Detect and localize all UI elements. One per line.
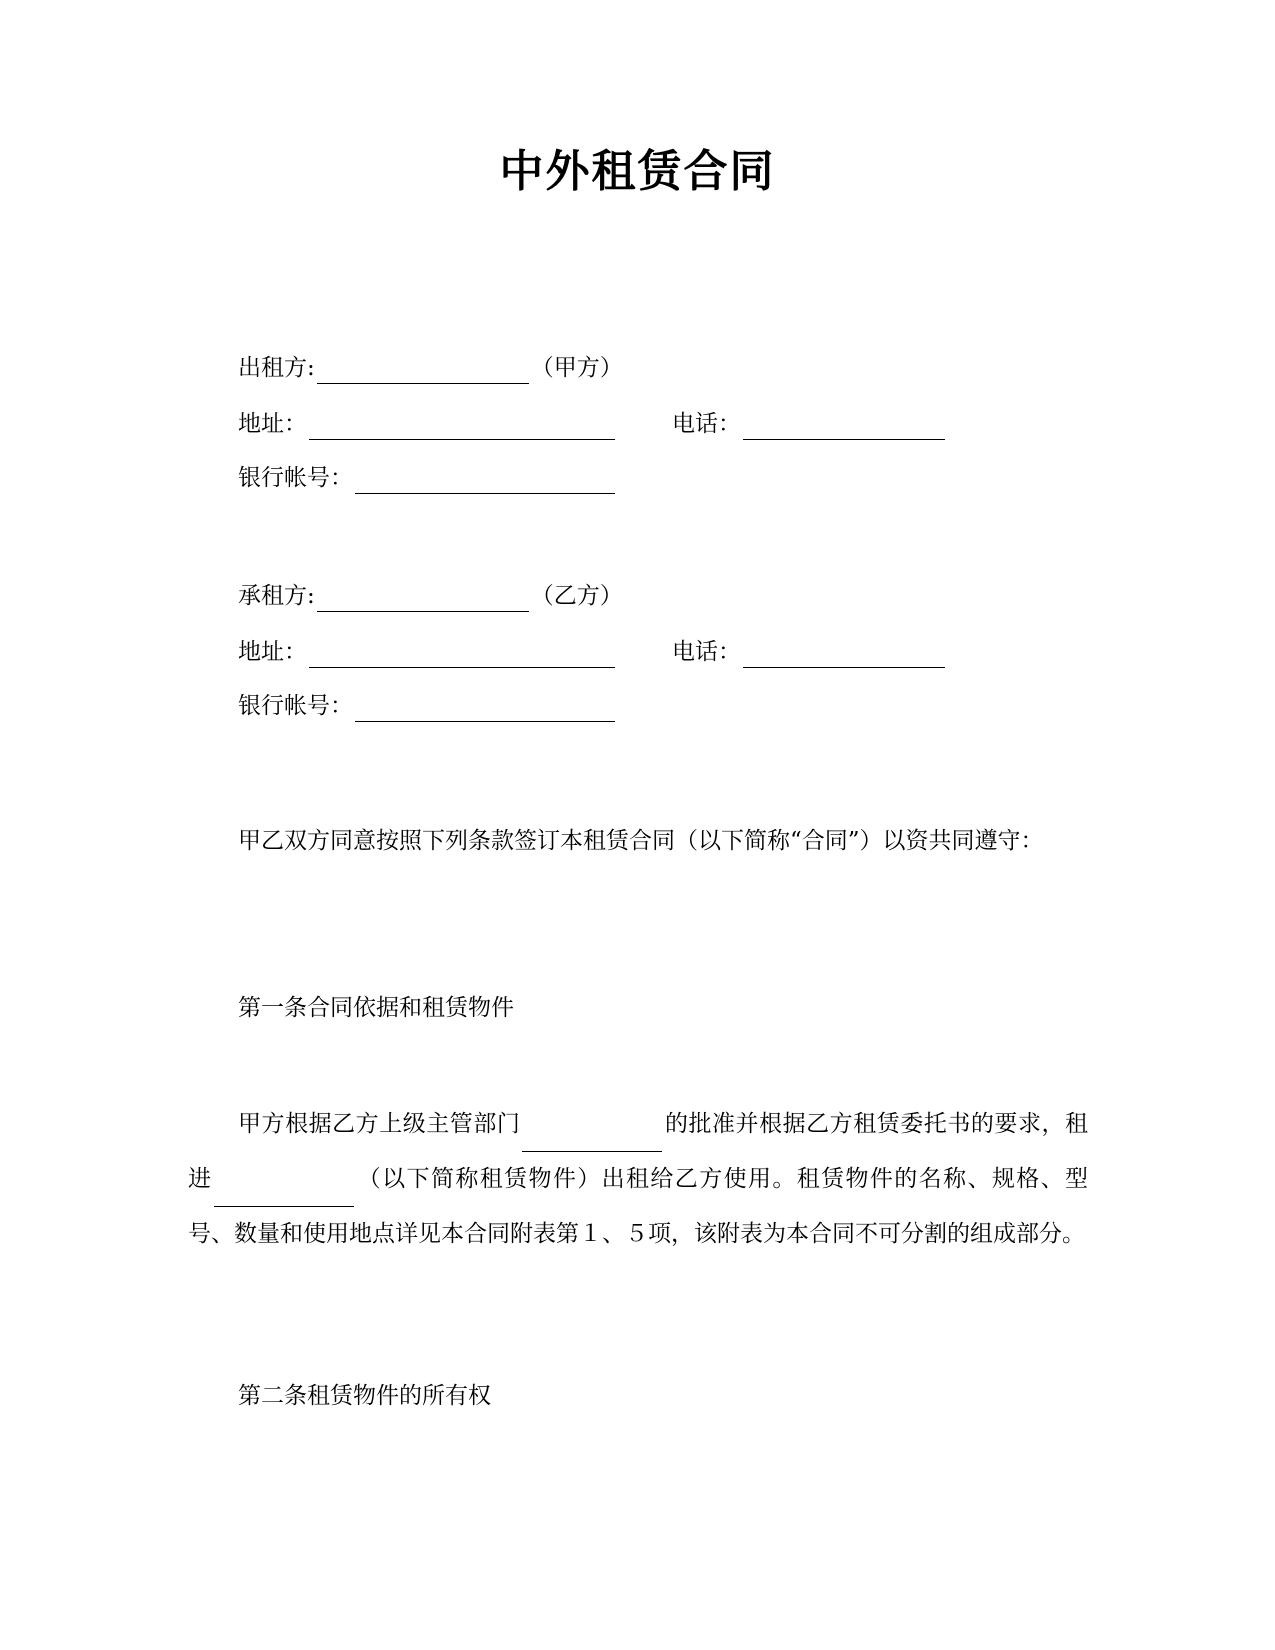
lessor-phone-row — [672, 408, 947, 440]
lessor-name-row — [238, 352, 623, 384]
intro-paragraph — [188, 814, 1088, 869]
lessee-name-row — [238, 580, 623, 612]
lessor-bank-row — [238, 462, 617, 494]
lessee-phone-label: 电话： — [672, 639, 741, 665]
article1-text-part3: （以下简称租赁物件）出租给乙方使用。租赁物件的名称、规格、型号、数量和使用地点详见本合同附表第１、５项，该附表为本合同不可分割的组成部分。 — [188, 1166, 1089, 1247]
lessee-address-row — [238, 636, 617, 668]
article1-heading: 第一条合同依据和租赁物件 — [238, 995, 514, 1021]
lessor-bank-field[interactable] — [355, 467, 615, 494]
lessor-role-label: （甲方） — [530, 355, 623, 381]
lessee-phone-row — [672, 636, 947, 668]
lessee-name-label: 承租方: — [238, 583, 315, 609]
lessor-address-label: 地址： — [238, 411, 307, 437]
intro-text: 甲乙双方同意按照下列条款签订本租赁合同（以下简称“合同”）以资共同遵守： — [238, 828, 1044, 854]
article1-text-part2: 的批准并根据乙方租赁委托书的要求，租进 — [188, 1111, 1089, 1192]
lessor-name-field[interactable] — [317, 357, 529, 384]
leased-item-field[interactable] — [214, 1180, 354, 1207]
article2-heading: 第二条租赁物件的所有权 — [238, 1383, 491, 1409]
lessee-phone-field[interactable] — [743, 641, 945, 668]
lessor-name-label: 出租方: — [238, 355, 315, 381]
article1-text-part1: 甲方根据乙方上级主管部门 — [238, 1111, 521, 1137]
lessor-address-row — [238, 408, 617, 440]
lessor-phone-label: 电话： — [672, 411, 741, 437]
lessee-bank-row — [238, 690, 617, 722]
lessee-address-field[interactable] — [309, 641, 615, 668]
approval-department-field[interactable] — [522, 1125, 662, 1152]
lessee-role-label: （乙方） — [530, 583, 623, 609]
document-title: 中外租赁合同 — [499, 146, 776, 197]
lessor-phone-field[interactable] — [743, 413, 945, 440]
lessor-address-field[interactable] — [309, 413, 615, 440]
lessee-bank-label: 银行帐号： — [238, 693, 353, 719]
lessee-name-field[interactable] — [317, 585, 529, 612]
lessee-bank-field[interactable] — [355, 695, 615, 722]
lessee-address-label: 地址： — [238, 639, 307, 665]
article1-body — [188, 1097, 1088, 1262]
lessor-bank-label: 银行帐号： — [238, 465, 353, 491]
